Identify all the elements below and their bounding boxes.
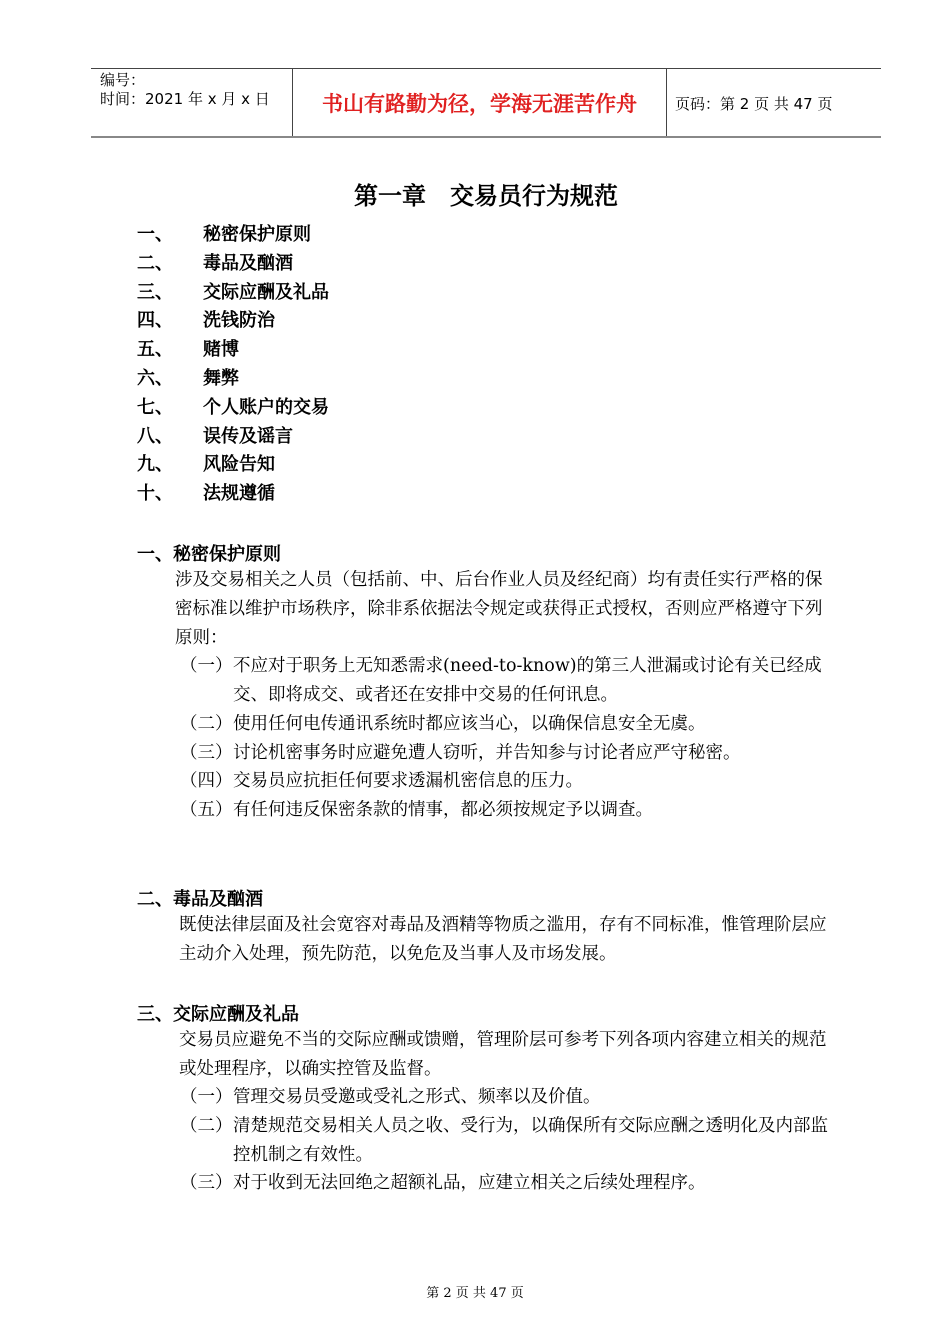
list-item: （二） 使用任何电传通讯系统时都应该当心，以确保信息安全无虞。 [180, 714, 706, 734]
list-item: （五） 有任何违反保密条款的情事，都必须按规定予以调查。 [180, 800, 653, 820]
list-item: （一） 不应对于职务上无知悉需求(need-to-know)的第三人泄漏或讨论有关已经成交、即将成交、或者还在安排中交易的任何讯息。 [180, 656, 822, 705]
list-item: （四） 交易员应抗拒任何要求透漏机密信息的压力。 [180, 771, 583, 791]
toc-item: 七、 个人账户的交易 [137, 396, 329, 418]
toc-item: 十、 法规遵循 [137, 483, 275, 505]
header-page-info: 页码：第 2 页 共 47 页 [675, 95, 833, 113]
list-item: （三） 讨论机密事务时应避免遭人窃听，并告知参与讨论者应严守秘密。 [180, 743, 741, 763]
page-header [91, 68, 881, 138]
section-heading: 一、秘密保护原则 [137, 544, 281, 565]
toc-item: 二、 毒品及酗酒 [137, 252, 293, 274]
section-heading: 三、交际应酬及礼品 [137, 1004, 299, 1025]
header-motto: 书山有路勤为径，学海无涯苦作舟 [292, 69, 667, 136]
page-footer: 第 2 页 共 47 页 [426, 1286, 524, 1301]
list-item: （一） 管理交易员受邀或受礼之形式、频率以及价值。 [180, 1087, 601, 1107]
date-label: 时间：2021 年 x 月 x 日 [100, 90, 270, 108]
number-label: 编号： [100, 71, 146, 89]
section-heading: 二、毒品及酗酒 [137, 889, 263, 910]
toc-item: 三、 交际应酬及礼品 [137, 281, 329, 303]
table-of-contents [137, 221, 329, 509]
header-meta [91, 69, 291, 136]
chapter-number: 第一章 [354, 182, 426, 210]
chapter-title [0, 176, 950, 211]
toc-item: 四、 洗钱防治 [137, 310, 275, 332]
section-paragraph: 涉及交易相关之人员（包括前、中、后台作业人员及经纪商）均有责任实行严格的保密标准以维护市场秩序，除非系依据法令规定或获得正式授权，否则应严格遵守下列原则： [175, 570, 823, 648]
toc-item: 八、 误传及谣言 [137, 425, 293, 447]
toc-item: 六、 舞弊 [137, 367, 239, 389]
toc-item: 一、 秘密保护原则 [137, 224, 311, 245]
list-item: （二） 清楚规范交易相关人员之收、受行为，以确保所有交际应酬之透明化及内部监控机制之有效性。 [180, 1116, 828, 1165]
section-paragraph: 既使法律层面及社会宽容对毒品及酒精等物质之滥用，存有不同标准，惟管理阶层应主动介入处理，预先防范，以免危及当事人及市场发展。 [179, 915, 827, 964]
list-item: （三） 对于收到无法回绝之超额礼品，应建立相关之后续处理程序。 [180, 1173, 706, 1193]
section-paragraph: 交易员应避免不当的交际应酬或馈赠，管理阶层可参考下列各项内容建立相关的规范或处理程序，以确实控管及监督。 [179, 1030, 827, 1079]
chapter-name: 交易员行为规范 [450, 182, 618, 210]
toc-item: 九、 风险告知 [137, 454, 275, 476]
toc-item: 五、 赌博 [137, 339, 239, 361]
